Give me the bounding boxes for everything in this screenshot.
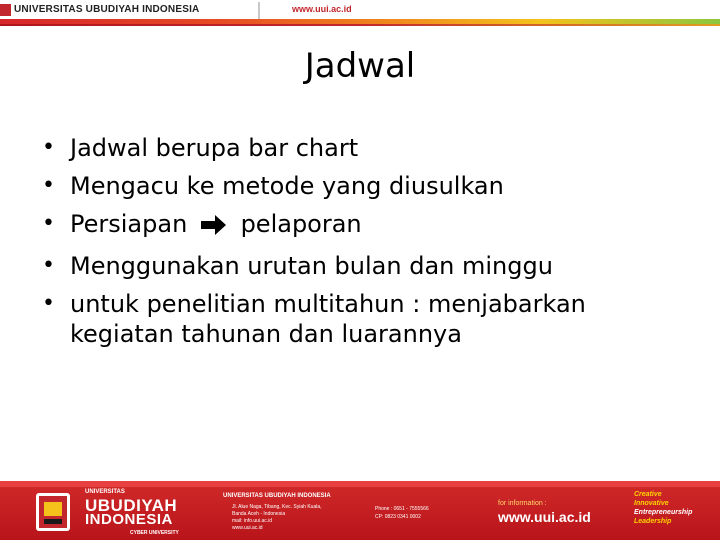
footer-info-label: for information : [498, 500, 547, 507]
footer-brand-line1: UBUDIYAH [85, 496, 178, 515]
university-logo-mark [0, 4, 11, 16]
footer-tagline: Leadership [634, 518, 672, 525]
header-accent-stripe [0, 24, 720, 26]
footer-wave [0, 481, 720, 487]
slide-title: Jadwal [304, 46, 416, 86]
footer-phone: Phone : 0651 - 7555566 [375, 506, 429, 512]
footer-address-line: mail: info.uui.ac.id [232, 518, 273, 524]
bullet-dot-icon: • [42, 211, 55, 236]
footer-address-title: UNIVERSITAS UBUDIYAH INDONESIA [223, 493, 331, 499]
footer-brand-sub: CYBER UNIVERSITY [130, 530, 179, 536]
footer-brand-small: UNIVERSITAS [85, 489, 125, 495]
header-website[interactable]: www.uui.ac.id [292, 4, 352, 14]
bullet-list [42, 133, 682, 357]
bullet-text: Menggunakan urutan bulan dan minggu [70, 252, 553, 280]
footer-address-line: Banda Aceh - Indonesia [232, 511, 286, 517]
bullet-dot-icon: • [42, 173, 55, 198]
bullet-item [42, 251, 682, 281]
footer-tagline: Creative [634, 491, 662, 498]
bullet-dot-icon: • [42, 135, 55, 160]
university-crest-icon [36, 493, 70, 531]
bullet-text-before: Persiapan [70, 210, 188, 238]
bullet-text: untuk penelitian multitahun : menjabarkan kegiatan tahunan dan luarannya [70, 290, 586, 348]
footer-address-line: www.uui.ac.id [232, 525, 263, 531]
bullet-item [42, 171, 682, 201]
footer-url[interactable]: www.uui.ac.id [498, 509, 591, 525]
bullet-dot-icon: • [42, 253, 55, 278]
bullet-item [42, 289, 682, 349]
footer-brand-line2: INDONESIA [85, 511, 173, 528]
bullet-text: Mengacu ke metode yang diusulkan [70, 172, 504, 200]
header-divider [258, 2, 260, 19]
footer-address-line: Jl. Alue Naga, Tibang, Kec. Syiah Kuala, [232, 504, 322, 510]
footer-cp: CP: 0823 0341 0002 [375, 514, 421, 520]
header-university-name: UNIVERSITAS UBUDIYAH INDONESIA [14, 4, 200, 15]
footer-tagline: Innovative [634, 500, 669, 507]
bullet-text: Jadwal berupa bar chart [70, 134, 359, 162]
arrow-right-icon [201, 213, 227, 243]
bullet-item [42, 133, 682, 163]
bullet-item [42, 209, 682, 243]
footer-tagline: Entrepreneurship [634, 509, 693, 516]
bullet-text-after: pelaporan [240, 210, 362, 238]
bullet-dot-icon: • [42, 291, 55, 316]
